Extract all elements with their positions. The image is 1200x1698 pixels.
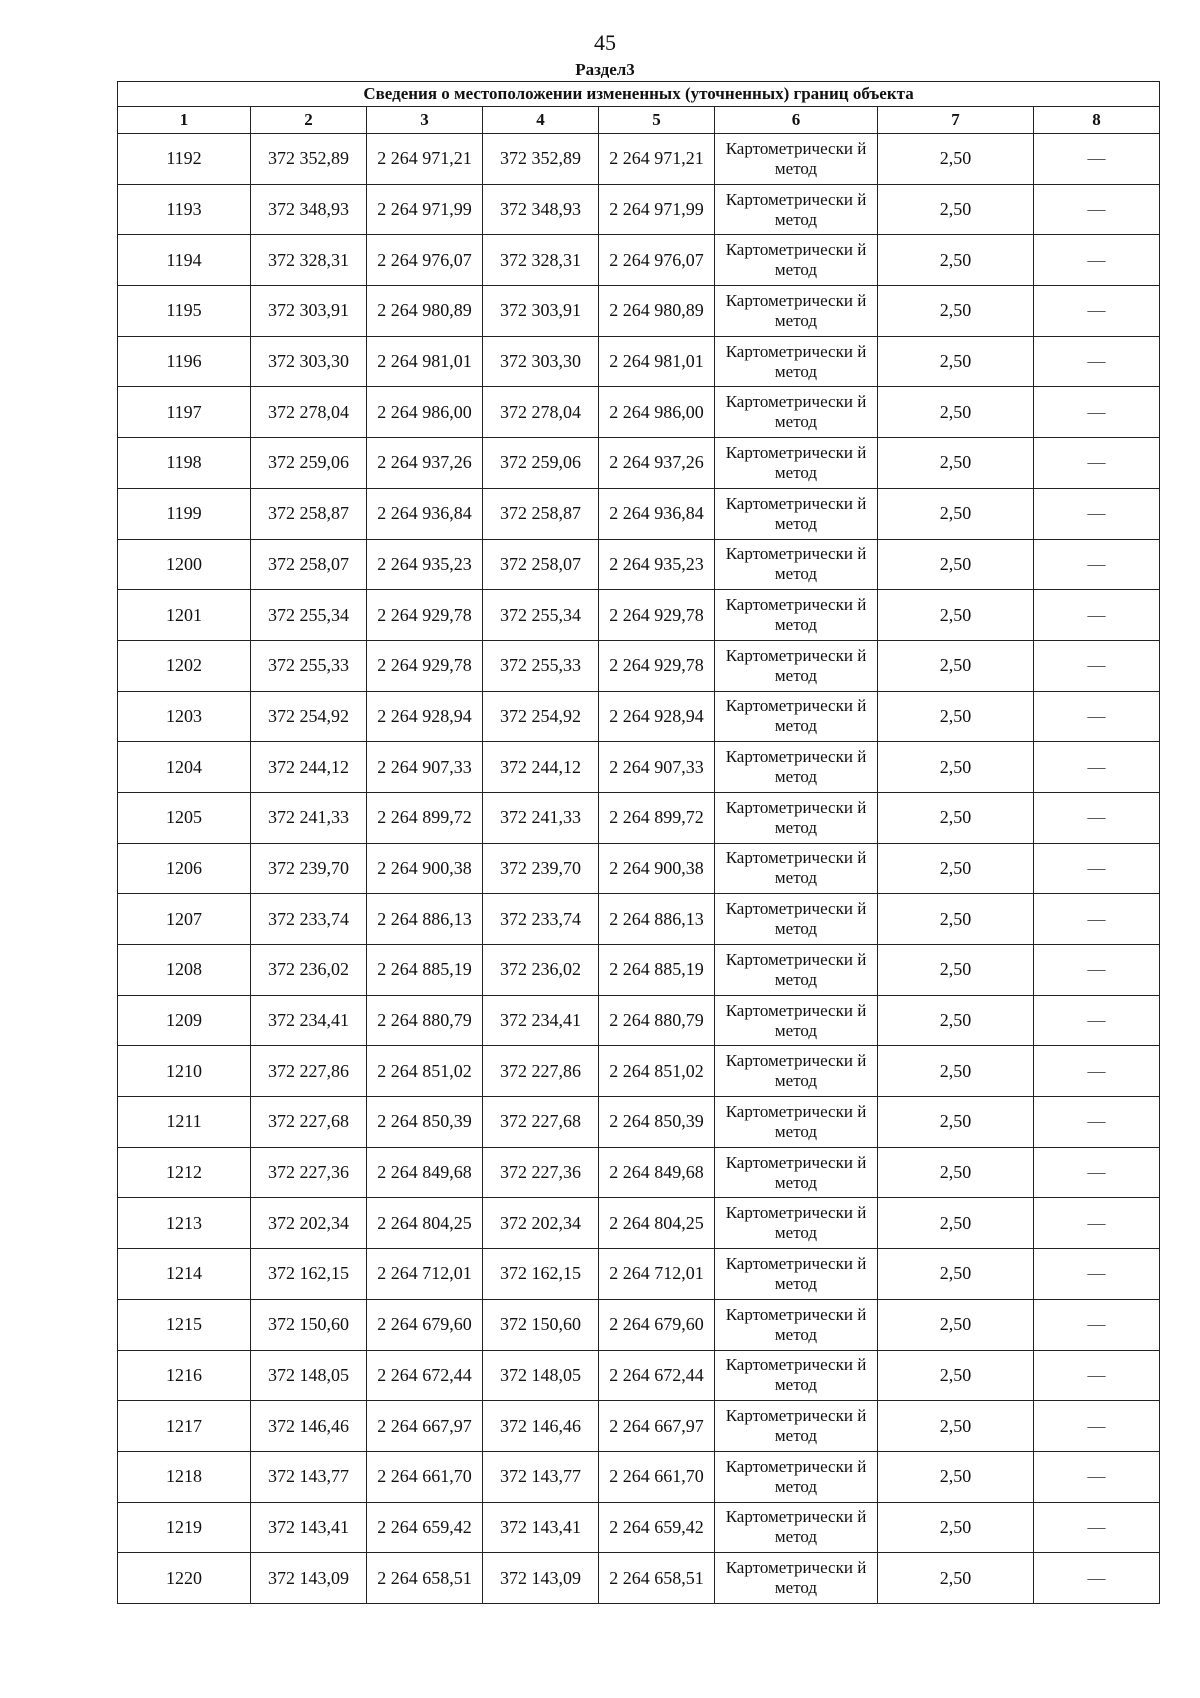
- accuracy-cell: 2,50: [878, 792, 1034, 843]
- column-header-2: 2: [251, 107, 367, 134]
- note-cell: —: [1034, 1147, 1160, 1198]
- method-cell: Картометрически й метод: [715, 184, 878, 235]
- point-number-cell: 1209: [118, 995, 251, 1046]
- y-coordinate-cell: 2 264 980,89: [367, 286, 483, 337]
- x-coordinate-cell: 372 150,60: [251, 1299, 367, 1350]
- y-coordinate-cell: 2 264 679,60: [367, 1299, 483, 1350]
- y-coordinate-cell: 2 264 981,01: [367, 336, 483, 387]
- table-row: [118, 691, 1160, 742]
- y-coordinate-cell: 2 264 886,13: [367, 894, 483, 945]
- point-number-cell: 1210: [118, 1046, 251, 1097]
- table-row: [118, 945, 1160, 996]
- y-coordinate-new-cell: 2 264 907,33: [599, 742, 715, 793]
- y-coordinate-cell: 2 264 937,26: [367, 438, 483, 489]
- method-cell: Картометрически й метод: [715, 1553, 878, 1604]
- column-header-4: 4: [483, 107, 599, 134]
- method-cell: Картометрически й метод: [715, 488, 878, 539]
- accuracy-cell: 2,50: [878, 1249, 1034, 1300]
- table-row: [118, 1451, 1160, 1502]
- method-cell: Картометрически й метод: [715, 438, 878, 489]
- table-row: [118, 134, 1160, 185]
- note-cell: —: [1034, 1097, 1160, 1148]
- y-coordinate-cell: 2 264 929,78: [367, 640, 483, 691]
- y-coordinate-new-cell: 2 264 899,72: [599, 792, 715, 843]
- accuracy-cell: 2,50: [878, 945, 1034, 996]
- column-header-8: 8: [1034, 107, 1160, 134]
- note-cell: —: [1034, 286, 1160, 337]
- y-coordinate-cell: 2 264 661,70: [367, 1451, 483, 1502]
- x-coordinate-cell: 372 162,15: [251, 1249, 367, 1300]
- point-number-cell: 1207: [118, 894, 251, 945]
- x-coordinate-cell: 372 254,92: [251, 691, 367, 742]
- x-coordinate-new-cell: 372 227,36: [483, 1147, 599, 1198]
- table-row: [118, 590, 1160, 641]
- accuracy-cell: 2,50: [878, 184, 1034, 235]
- note-cell: —: [1034, 1451, 1160, 1502]
- x-coordinate-cell: 372 239,70: [251, 843, 367, 894]
- note-cell: —: [1034, 843, 1160, 894]
- y-coordinate-cell: 2 264 659,42: [367, 1502, 483, 1553]
- x-coordinate-new-cell: 372 258,87: [483, 488, 599, 539]
- point-number-cell: 1195: [118, 286, 251, 337]
- table-row: [118, 438, 1160, 489]
- x-coordinate-new-cell: 372 255,33: [483, 640, 599, 691]
- table-caption: Сведения о местоположении измененных (уточненных) границ объекта: [118, 82, 1160, 107]
- y-coordinate-cell: 2 264 907,33: [367, 742, 483, 793]
- note-cell: —: [1034, 1249, 1160, 1300]
- accuracy-cell: 2,50: [878, 843, 1034, 894]
- accuracy-cell: 2,50: [878, 387, 1034, 438]
- table-row: [118, 1249, 1160, 1300]
- y-coordinate-new-cell: 2 264 885,19: [599, 945, 715, 996]
- y-coordinate-new-cell: 2 264 928,94: [599, 691, 715, 742]
- accuracy-cell: 2,50: [878, 1046, 1034, 1097]
- x-coordinate-cell: 372 259,06: [251, 438, 367, 489]
- method-cell: Картометрически й метод: [715, 1451, 878, 1502]
- note-cell: —: [1034, 590, 1160, 641]
- y-coordinate-new-cell: 2 264 971,21: [599, 134, 715, 185]
- x-coordinate-new-cell: 372 236,02: [483, 945, 599, 996]
- y-coordinate-cell: 2 264 667,97: [367, 1401, 483, 1452]
- y-coordinate-new-cell: 2 264 679,60: [599, 1299, 715, 1350]
- note-cell: —: [1034, 235, 1160, 286]
- page-number: 45: [594, 30, 616, 55]
- y-coordinate-new-cell: 2 264 981,01: [599, 336, 715, 387]
- table-row: [118, 1097, 1160, 1148]
- accuracy-cell: 2,50: [878, 488, 1034, 539]
- point-number-cell: 1194: [118, 235, 251, 286]
- y-coordinate-cell: 2 264 880,79: [367, 995, 483, 1046]
- note-cell: —: [1034, 539, 1160, 590]
- point-number-cell: 1212: [118, 1147, 251, 1198]
- note-cell: —: [1034, 1553, 1160, 1604]
- table-row: [118, 1401, 1160, 1452]
- x-coordinate-new-cell: 372 278,04: [483, 387, 599, 438]
- table-row: [118, 995, 1160, 1046]
- point-number-cell: 1211: [118, 1097, 251, 1148]
- x-coordinate-cell: 372 143,09: [251, 1553, 367, 1604]
- accuracy-cell: 2,50: [878, 539, 1034, 590]
- y-coordinate-cell: 2 264 899,72: [367, 792, 483, 843]
- note-cell: —: [1034, 1299, 1160, 1350]
- x-coordinate-new-cell: 372 143,41: [483, 1502, 599, 1553]
- accuracy-cell: 2,50: [878, 1299, 1034, 1350]
- table-row: [118, 1299, 1160, 1350]
- y-coordinate-cell: 2 264 928,94: [367, 691, 483, 742]
- y-coordinate-cell: 2 264 849,68: [367, 1147, 483, 1198]
- table-row: [118, 1147, 1160, 1198]
- point-number-cell: 1192: [118, 134, 251, 185]
- x-coordinate-new-cell: 372 241,33: [483, 792, 599, 843]
- accuracy-cell: 2,50: [878, 1198, 1034, 1249]
- x-coordinate-cell: 372 303,30: [251, 336, 367, 387]
- point-number-cell: 1206: [118, 843, 251, 894]
- x-coordinate-cell: 372 143,77: [251, 1451, 367, 1502]
- note-cell: —: [1034, 488, 1160, 539]
- table-row: [118, 387, 1160, 438]
- note-cell: —: [1034, 1046, 1160, 1097]
- x-coordinate-new-cell: 372 244,12: [483, 742, 599, 793]
- x-coordinate-cell: 372 258,87: [251, 488, 367, 539]
- point-number-cell: 1208: [118, 945, 251, 996]
- y-coordinate-new-cell: 2 264 672,44: [599, 1350, 715, 1401]
- method-cell: Картометрически й метод: [715, 1249, 878, 1300]
- method-cell: Картометрически й метод: [715, 1401, 878, 1452]
- x-coordinate-cell: 372 348,93: [251, 184, 367, 235]
- note-cell: —: [1034, 1350, 1160, 1401]
- accuracy-cell: 2,50: [878, 286, 1034, 337]
- y-coordinate-cell: 2 264 929,78: [367, 590, 483, 641]
- point-number-cell: 1199: [118, 488, 251, 539]
- point-number-cell: 1220: [118, 1553, 251, 1604]
- x-coordinate-new-cell: 372 234,41: [483, 995, 599, 1046]
- table-row: [118, 1198, 1160, 1249]
- y-coordinate-cell: 2 264 936,84: [367, 488, 483, 539]
- boundary-coordinates-table: [117, 81, 1160, 1604]
- x-coordinate-new-cell: 372 143,77: [483, 1451, 599, 1502]
- x-coordinate-new-cell: 372 254,92: [483, 691, 599, 742]
- column-header-1: 1: [118, 107, 251, 134]
- x-coordinate-cell: 372 143,41: [251, 1502, 367, 1553]
- x-coordinate-new-cell: 372 227,68: [483, 1097, 599, 1148]
- accuracy-cell: 2,50: [878, 590, 1034, 641]
- x-coordinate-cell: 372 202,34: [251, 1198, 367, 1249]
- section-title: Раздел3: [575, 60, 635, 79]
- accuracy-cell: 2,50: [878, 1401, 1034, 1452]
- table-row: [118, 640, 1160, 691]
- point-number-cell: 1218: [118, 1451, 251, 1502]
- x-coordinate-cell: 372 227,68: [251, 1097, 367, 1148]
- y-coordinate-new-cell: 2 264 661,70: [599, 1451, 715, 1502]
- y-coordinate-new-cell: 2 264 976,07: [599, 235, 715, 286]
- x-coordinate-new-cell: 372 202,34: [483, 1198, 599, 1249]
- method-cell: Картометрически й метод: [715, 691, 878, 742]
- method-cell: Картометрически й метод: [715, 1350, 878, 1401]
- method-cell: Картометрически й метод: [715, 1046, 878, 1097]
- x-coordinate-cell: 372 328,31: [251, 235, 367, 286]
- y-coordinate-new-cell: 2 264 929,78: [599, 590, 715, 641]
- y-coordinate-cell: 2 264 935,23: [367, 539, 483, 590]
- table-row: [118, 539, 1160, 590]
- accuracy-cell: 2,50: [878, 640, 1034, 691]
- table-row: [118, 286, 1160, 337]
- accuracy-cell: 2,50: [878, 1147, 1034, 1198]
- x-coordinate-cell: 372 258,07: [251, 539, 367, 590]
- x-coordinate-new-cell: 372 258,07: [483, 539, 599, 590]
- point-number-cell: 1215: [118, 1299, 251, 1350]
- point-number-cell: 1205: [118, 792, 251, 843]
- x-coordinate-cell: 372 255,34: [251, 590, 367, 641]
- x-coordinate-cell: 372 233,74: [251, 894, 367, 945]
- accuracy-cell: 2,50: [878, 995, 1034, 1046]
- point-number-cell: 1219: [118, 1502, 251, 1553]
- accuracy-cell: 2,50: [878, 438, 1034, 489]
- accuracy-cell: 2,50: [878, 1350, 1034, 1401]
- method-cell: Картометрически й метод: [715, 1502, 878, 1553]
- x-coordinate-cell: 372 234,41: [251, 995, 367, 1046]
- method-cell: Картометрически й метод: [715, 134, 878, 185]
- note-cell: —: [1034, 336, 1160, 387]
- table-body: [118, 134, 1160, 1604]
- x-coordinate-new-cell: 372 162,15: [483, 1249, 599, 1300]
- x-coordinate-cell: 372 244,12: [251, 742, 367, 793]
- y-coordinate-new-cell: 2 264 937,26: [599, 438, 715, 489]
- point-number-cell: 1196: [118, 336, 251, 387]
- y-coordinate-cell: 2 264 851,02: [367, 1046, 483, 1097]
- x-coordinate-new-cell: 372 348,93: [483, 184, 599, 235]
- point-number-cell: 1193: [118, 184, 251, 235]
- note-cell: —: [1034, 742, 1160, 793]
- y-coordinate-new-cell: 2 264 886,13: [599, 894, 715, 945]
- note-cell: —: [1034, 894, 1160, 945]
- table-row: [118, 742, 1160, 793]
- x-coordinate-new-cell: 372 259,06: [483, 438, 599, 489]
- point-number-cell: 1201: [118, 590, 251, 641]
- point-number-cell: 1198: [118, 438, 251, 489]
- y-coordinate-cell: 2 264 986,00: [367, 387, 483, 438]
- accuracy-cell: 2,50: [878, 1553, 1034, 1604]
- method-cell: Картометрически й метод: [715, 894, 878, 945]
- point-number-cell: 1213: [118, 1198, 251, 1249]
- point-number-cell: 1204: [118, 742, 251, 793]
- note-cell: —: [1034, 387, 1160, 438]
- note-cell: —: [1034, 945, 1160, 996]
- accuracy-cell: 2,50: [878, 1502, 1034, 1553]
- x-coordinate-new-cell: 372 143,09: [483, 1553, 599, 1604]
- table-row: [118, 894, 1160, 945]
- method-cell: Картометрически й метод: [715, 1097, 878, 1148]
- y-coordinate-cell: 2 264 971,21: [367, 134, 483, 185]
- table-row: [118, 488, 1160, 539]
- x-coordinate-cell: 372 278,04: [251, 387, 367, 438]
- method-cell: Картометрически й метод: [715, 1299, 878, 1350]
- y-coordinate-cell: 2 264 804,25: [367, 1198, 483, 1249]
- column-header-7: 7: [878, 107, 1034, 134]
- y-coordinate-new-cell: 2 264 851,02: [599, 1046, 715, 1097]
- y-coordinate-new-cell: 2 264 659,42: [599, 1502, 715, 1553]
- note-cell: —: [1034, 691, 1160, 742]
- y-coordinate-new-cell: 2 264 971,99: [599, 184, 715, 235]
- y-coordinate-new-cell: 2 264 986,00: [599, 387, 715, 438]
- table-row: [118, 792, 1160, 843]
- y-coordinate-new-cell: 2 264 880,79: [599, 995, 715, 1046]
- column-header-5: 5: [599, 107, 715, 134]
- accuracy-cell: 2,50: [878, 235, 1034, 286]
- x-coordinate-new-cell: 372 255,34: [483, 590, 599, 641]
- x-coordinate-cell: 372 148,05: [251, 1350, 367, 1401]
- table-header-row: [118, 107, 1160, 134]
- method-cell: Картометрически й метод: [715, 742, 878, 793]
- x-coordinate-new-cell: 372 352,89: [483, 134, 599, 185]
- x-coordinate-new-cell: 372 150,60: [483, 1299, 599, 1350]
- method-cell: Картометрически й метод: [715, 640, 878, 691]
- x-coordinate-cell: 372 255,33: [251, 640, 367, 691]
- y-coordinate-cell: 2 264 885,19: [367, 945, 483, 996]
- x-coordinate-cell: 372 236,02: [251, 945, 367, 996]
- x-coordinate-cell: 372 352,89: [251, 134, 367, 185]
- method-cell: Картометрически й метод: [715, 590, 878, 641]
- note-cell: —: [1034, 1502, 1160, 1553]
- method-cell: Картометрически й метод: [715, 1198, 878, 1249]
- point-number-cell: 1203: [118, 691, 251, 742]
- x-coordinate-cell: 372 146,46: [251, 1401, 367, 1452]
- table-row: [118, 1553, 1160, 1604]
- point-number-cell: 1197: [118, 387, 251, 438]
- y-coordinate-cell: 2 264 712,01: [367, 1249, 483, 1300]
- point-number-cell: 1200: [118, 539, 251, 590]
- x-coordinate-new-cell: 372 328,31: [483, 235, 599, 286]
- method-cell: Картометрически й метод: [715, 843, 878, 894]
- accuracy-cell: 2,50: [878, 894, 1034, 945]
- y-coordinate-new-cell: 2 264 667,97: [599, 1401, 715, 1452]
- x-coordinate-cell: 372 227,86: [251, 1046, 367, 1097]
- y-coordinate-new-cell: 2 264 980,89: [599, 286, 715, 337]
- note-cell: —: [1034, 792, 1160, 843]
- column-header-6: 6: [715, 107, 878, 134]
- note-cell: —: [1034, 995, 1160, 1046]
- method-cell: Картометрически й метод: [715, 387, 878, 438]
- y-coordinate-new-cell: 2 264 850,39: [599, 1097, 715, 1148]
- x-coordinate-new-cell: 372 303,30: [483, 336, 599, 387]
- table-row: [118, 336, 1160, 387]
- column-header-3: 3: [367, 107, 483, 134]
- y-coordinate-cell: 2 264 850,39: [367, 1097, 483, 1148]
- y-coordinate-cell: 2 264 971,99: [367, 184, 483, 235]
- x-coordinate-cell: 372 227,36: [251, 1147, 367, 1198]
- note-cell: —: [1034, 438, 1160, 489]
- point-number-cell: 1216: [118, 1350, 251, 1401]
- x-coordinate-new-cell: 372 146,46: [483, 1401, 599, 1452]
- method-cell: Картометрически й метод: [715, 235, 878, 286]
- y-coordinate-new-cell: 2 264 849,68: [599, 1147, 715, 1198]
- table-row: [118, 1046, 1160, 1097]
- accuracy-cell: 2,50: [878, 336, 1034, 387]
- accuracy-cell: 2,50: [878, 691, 1034, 742]
- x-coordinate-cell: 372 303,91: [251, 286, 367, 337]
- note-cell: —: [1034, 184, 1160, 235]
- method-cell: Картометрически й метод: [715, 1147, 878, 1198]
- y-coordinate-cell: 2 264 658,51: [367, 1553, 483, 1604]
- table-row: [118, 1502, 1160, 1553]
- x-coordinate-new-cell: 372 227,86: [483, 1046, 599, 1097]
- x-coordinate-new-cell: 372 148,05: [483, 1350, 599, 1401]
- y-coordinate-new-cell: 2 264 936,84: [599, 488, 715, 539]
- table-row: [118, 843, 1160, 894]
- x-coordinate-new-cell: 372 303,91: [483, 286, 599, 337]
- x-coordinate-new-cell: 372 233,74: [483, 894, 599, 945]
- point-number-cell: 1217: [118, 1401, 251, 1452]
- table-row: [118, 1350, 1160, 1401]
- point-number-cell: 1202: [118, 640, 251, 691]
- note-cell: —: [1034, 1401, 1160, 1452]
- method-cell: Картометрически й метод: [715, 286, 878, 337]
- table-row: [118, 235, 1160, 286]
- y-coordinate-new-cell: 2 264 658,51: [599, 1553, 715, 1604]
- method-cell: Картометрически й метод: [715, 945, 878, 996]
- method-cell: Картометрически й метод: [715, 336, 878, 387]
- table-row: [118, 184, 1160, 235]
- x-coordinate-new-cell: 372 239,70: [483, 843, 599, 894]
- y-coordinate-new-cell: 2 264 935,23: [599, 539, 715, 590]
- y-coordinate-cell: 2 264 672,44: [367, 1350, 483, 1401]
- accuracy-cell: 2,50: [878, 134, 1034, 185]
- y-coordinate-new-cell: 2 264 929,78: [599, 640, 715, 691]
- y-coordinate-new-cell: 2 264 900,38: [599, 843, 715, 894]
- y-coordinate-cell: 2 264 976,07: [367, 235, 483, 286]
- y-coordinate-cell: 2 264 900,38: [367, 843, 483, 894]
- method-cell: Картометрически й метод: [715, 539, 878, 590]
- accuracy-cell: 2,50: [878, 1451, 1034, 1502]
- x-coordinate-cell: 372 241,33: [251, 792, 367, 843]
- point-number-cell: 1214: [118, 1249, 251, 1300]
- note-cell: —: [1034, 134, 1160, 185]
- accuracy-cell: 2,50: [878, 1097, 1034, 1148]
- method-cell: Картометрически й метод: [715, 792, 878, 843]
- accuracy-cell: 2,50: [878, 742, 1034, 793]
- note-cell: —: [1034, 1198, 1160, 1249]
- method-cell: Картометрически й метод: [715, 995, 878, 1046]
- y-coordinate-new-cell: 2 264 712,01: [599, 1249, 715, 1300]
- y-coordinate-new-cell: 2 264 804,25: [599, 1198, 715, 1249]
- note-cell: —: [1034, 640, 1160, 691]
